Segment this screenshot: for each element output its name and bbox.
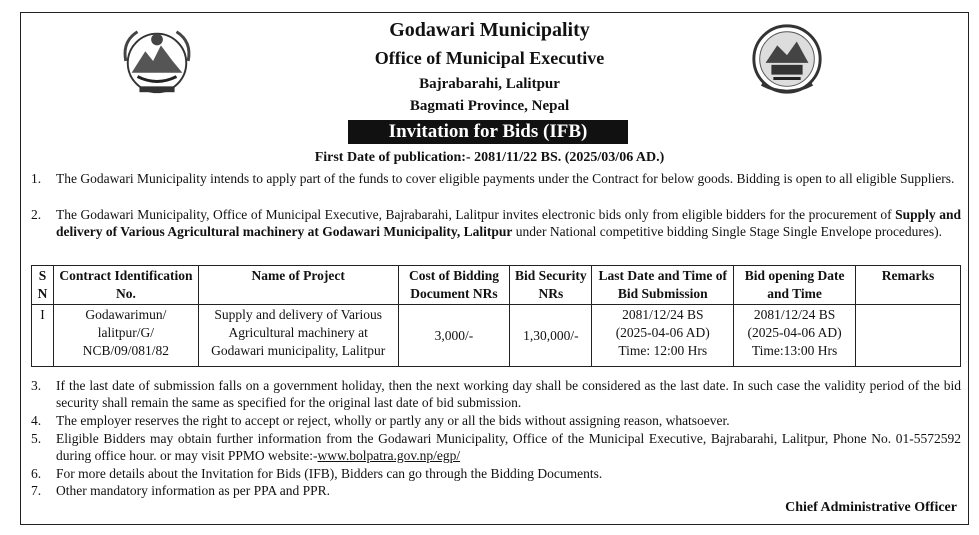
column-header: Remarks (856, 266, 961, 305)
cell-line: Agricultural machinery at (228, 325, 368, 340)
paragraph-text-main: Eligible Bidders may obtain further information from the Godawari Municipality, Office of the Municipal Executive, Bajrabarahi, Lalitpur, Phone No. 01-5572592 during office hour. or may visit PPMO website:- (56, 431, 961, 463)
paragraph-text: If the last date of submission falls on a government holiday, then the next working day shall be considered as the last date. In such case the validity period of the bid security shall remain the same as specified for the original last date of bid submission. (56, 378, 961, 410)
column-header: Contract Identification No. (53, 266, 198, 305)
sn-cell: I (32, 305, 54, 367)
paragraph-number: 6. (31, 466, 42, 481)
opening-date-cell (734, 305, 856, 367)
bid-security-cell: 1,30,000/- (510, 305, 592, 367)
ppmo-website-link[interactable]: www.bolpatra.gov.np/egp/ (317, 447, 461, 463)
publication-date: First Date of publication:- 2081/11/22 BS. (2025/03/06 AD.) (314, 150, 665, 165)
column-header: Cost of Bidding Document NRs (398, 266, 510, 305)
paragraph-7 (31, 483, 961, 500)
paragraph-text: Other mandatory information as per PPA and PPR. (56, 483, 330, 498)
cost-cell: 3,000/- (398, 305, 510, 367)
cell-line: (2025-04-06 AD) (615, 325, 710, 340)
paragraph-6 (31, 466, 961, 483)
org-name: Godawari Municipality (389, 19, 590, 41)
address-line-2: Bagmati Province, Nepal (409, 98, 570, 114)
paragraph-text: The employer reserves the right to accept or reject, wholly or partly any or all the bids without assigning reason, whatsoever. (56, 413, 730, 428)
submission-date-cell (592, 305, 734, 367)
cell-line: (2025-04-06 AD) (747, 325, 842, 340)
notice-title: Invitation for Bids (IFB) (348, 120, 628, 144)
column-header: Last Date and Time of Bid Submission (592, 266, 734, 305)
paragraph-number: 7. (31, 483, 42, 498)
remarks-cell (856, 305, 961, 367)
signature: Chief Administrative Officer (785, 500, 957, 515)
table-row (32, 305, 961, 367)
address-line-1: Bajrabarahi, Lalitpur (419, 76, 560, 92)
table-header-row (32, 266, 961, 305)
column-header: Bid opening Date and Time (734, 266, 856, 305)
paragraph-3 (31, 378, 961, 411)
cell-line: NCB/09/081/82 (82, 343, 170, 358)
paragraph-number: 3. (31, 378, 42, 393)
cell-line: 2081/12/24 BS (622, 307, 704, 322)
column-header: Bid Security NRs (510, 266, 592, 305)
paragraph-4 (31, 413, 961, 430)
cell-line: Godawari municipality, Lalitpur (211, 343, 386, 358)
cell-line: Time:13:00 Hrs (751, 343, 838, 358)
cell-line: Supply and delivery of Various (214, 307, 383, 322)
cell-line: Godawarimun/ (85, 307, 167, 322)
project-name-cell (198, 305, 398, 367)
paragraph-number: 1. (31, 171, 42, 186)
cell-line: 2081/12/24 BS (753, 307, 836, 322)
paragraph-text (56, 431, 961, 464)
paragraph-text-post: under National competitive bidding Single Stage Single Envelope procedures). (512, 223, 943, 239)
paragraph-number: 2. (31, 207, 42, 222)
paragraph-5 (31, 431, 961, 464)
paragraph-text: The Godawari Municipality intends to apply part of the funds to cover eligible payments under the Contract for below goods. Bidding is open to all eligible Suppliers. (56, 171, 955, 186)
column-header: Name of Project (198, 266, 398, 305)
paragraph-number: 5. (31, 431, 42, 446)
paragraph-text (56, 207, 961, 240)
contract-id-cell (53, 305, 198, 367)
office-name: Office of Municipal Executive (374, 48, 605, 68)
paragraph-1 (31, 171, 961, 188)
paragraph-2 (31, 207, 961, 240)
paragraph-number: 4. (31, 413, 42, 428)
column-header: S N (32, 266, 54, 305)
project-title-bold: Supply and delivery of Various Agricultural machinery at Godawari Municipality, Lalitpur (56, 207, 961, 239)
paragraph-text: For more details about the Invitation for Bids (IFB), Bidders can go through the Bidding Documents. (56, 466, 603, 481)
paragraph-text-pre: The Godawari Municipality, Office of Municipal Executive, Bajrabarahi, Lalitpur invites electronic bids only from eligible bidders for the procurement of (56, 207, 896, 222)
cell-line: Time: 12:00 Hrs (618, 343, 708, 358)
bids-table (31, 265, 961, 367)
cell-line: lalitpur/G/ (97, 325, 155, 340)
